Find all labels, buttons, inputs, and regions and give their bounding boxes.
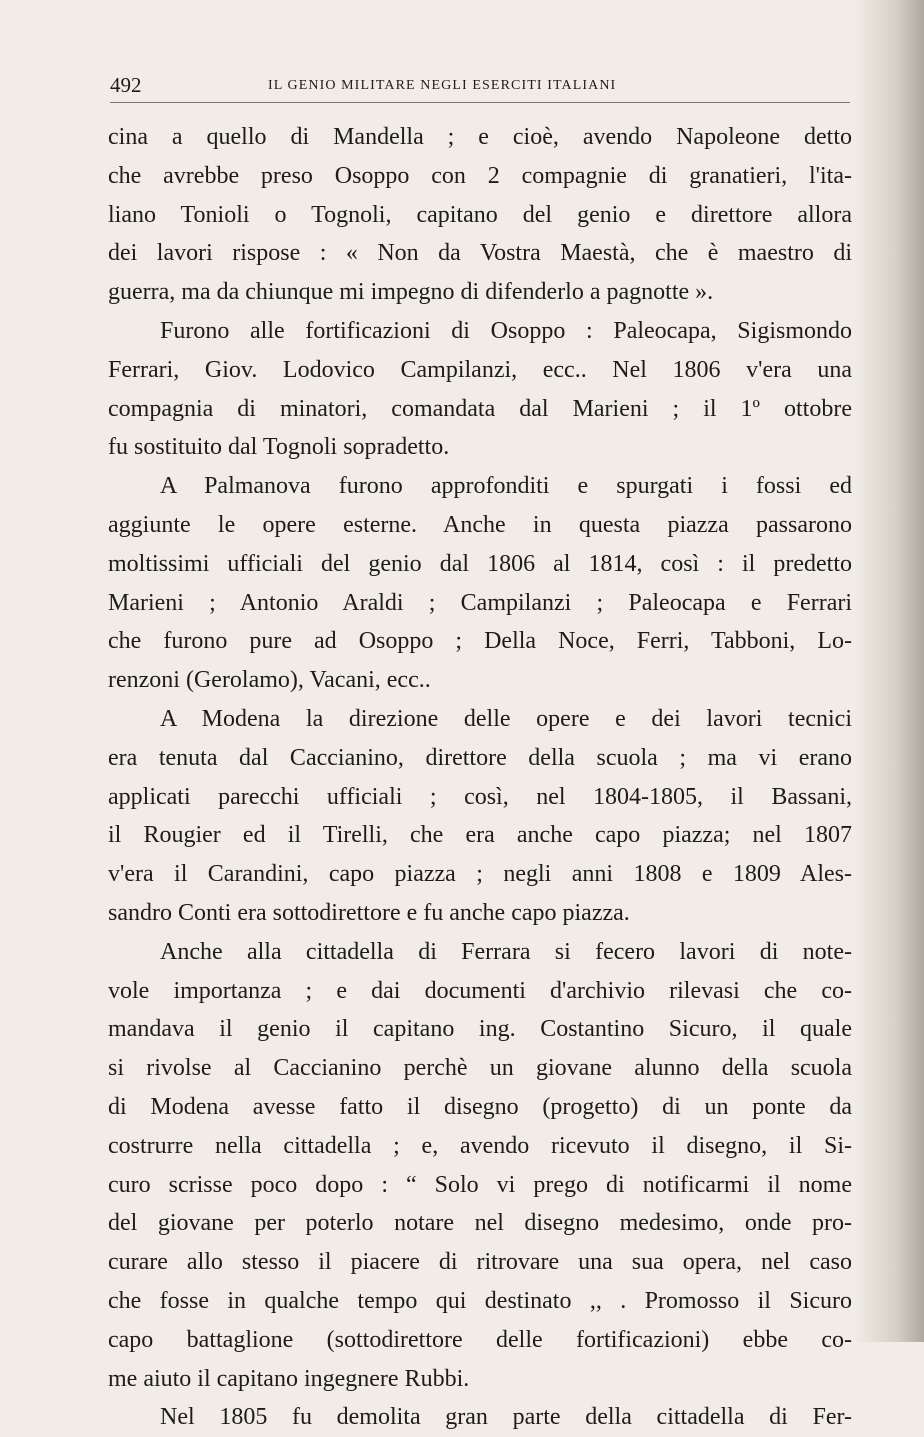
text-line: di Modena avesse fatto il disegno (progetto) di un ponte da	[108, 1093, 852, 1120]
text-line: applicati parecchi ufficiali ; così, nel 1804-1805, il Bassani,	[108, 783, 852, 810]
text-line: moltissimi ufficiali del genio dal 1806 al 1814, così : il predetto	[108, 550, 852, 577]
text-line: sandro Conti era sottodirettore e fu anche capo piazza.	[108, 899, 630, 926]
text-line: che fosse in qualche tempo qui destinato ,, . Promosso il Sicuro	[108, 1287, 852, 1314]
text-line: dei lavori rispose : « Non da Vostra Maestà, che è maestro di	[108, 240, 852, 267]
text-line: Ferrari, Giov. Lodovico Campilanzi, ecc.. Nel 1806 v'era una	[108, 356, 852, 383]
text-line: il Rougier ed il Tirelli, che era anche capo piazza; nel 1807	[108, 822, 852, 849]
text-line: era tenuta dal Caccianino, direttore della scuola ; ma vi erano	[108, 744, 852, 771]
text-line: mandava il genio il capitano ing. Costantino Sicuro, il quale	[108, 1016, 852, 1043]
page-number: 492	[110, 73, 142, 97]
body-text	[108, 118, 852, 1437]
text-line: Furono alle fortificazioni di Osoppo : Paleocapa, Sigismondo	[160, 317, 852, 344]
text-line: che avrebbe preso Osoppo con 2 compagnie di granatieri, l'ita-	[108, 162, 852, 189]
page-edge-shadow	[854, 0, 924, 1342]
text-line: cina a quello di Mandella ; e cioè, avendo Napoleone detto	[108, 124, 852, 150]
text-line: curare allo stesso il piacere di ritrovare una sua opera, nel caso	[108, 1249, 852, 1276]
text-line: compagnia di minatori, comandata dal Marieni ; il 1º ottobre	[108, 395, 852, 422]
text-line: capo battaglione (sottodirettore delle fortificazioni) ebbe co-	[108, 1326, 852, 1353]
text-line: del giovane per poterlo notare nel disegno medesimo, onde pro-	[108, 1210, 852, 1237]
text-line: curo scrisse poco dopo : “ Solo vi prego di notificarmi il nome	[108, 1171, 852, 1198]
text-line: aggiunte le opere esterne. Anche in questa piazza passarono	[108, 511, 852, 538]
text-line: A Palmanova furono approfonditi e spurgati i fossi ed	[160, 473, 852, 500]
text-line: fu sostituito dal Tognoli sopradetto.	[108, 434, 450, 461]
text-line: costrurre nella cittadella ; e, avendo ricevuto il disegno, il Si-	[108, 1132, 852, 1159]
text-line: renzoni (Gerolamo), Vacani, ecc..	[108, 667, 431, 694]
text-line: v'era il Carandini, capo piazza ; negli anni 1808 e 1809 Ales-	[108, 861, 852, 888]
page-header	[110, 72, 850, 103]
text-line: A Modena la direzione delle opere e dei lavori tecnici	[160, 705, 852, 732]
running-title: IL GENIO MILITARE NEGLI ESERCITI ITALIANI	[268, 78, 617, 93]
text-line: me aiuto il capitano ingegnere Rubbi.	[108, 1365, 470, 1392]
text-line: che furono pure ad Osoppo ; Della Noce, Ferri, Tabboni, Lo-	[108, 628, 852, 655]
text-line: Marieni ; Antonio Araldi ; Campilanzi ; Paleocapa e Ferrari	[108, 589, 852, 616]
text-line: Nel 1805 fu demolita gran parte della cittadella di Fer-	[160, 1404, 852, 1431]
text-line: vole importanza ; e dai documenti d'archivio rilevasi che co-	[108, 977, 852, 1004]
text-line: si rivolse al Caccianino perchè un giovane alunno della scuola	[108, 1055, 852, 1082]
text-line: liano Tonioli o Tognoli, capitano del genio e direttore allora	[108, 201, 852, 228]
text-line: guerra, ma da chiunque mi impegno di difenderlo a pagnotte ».	[108, 279, 714, 306]
text-line: Anche alla cittadella di Ferrara si fecero lavori di note-	[160, 938, 852, 965]
